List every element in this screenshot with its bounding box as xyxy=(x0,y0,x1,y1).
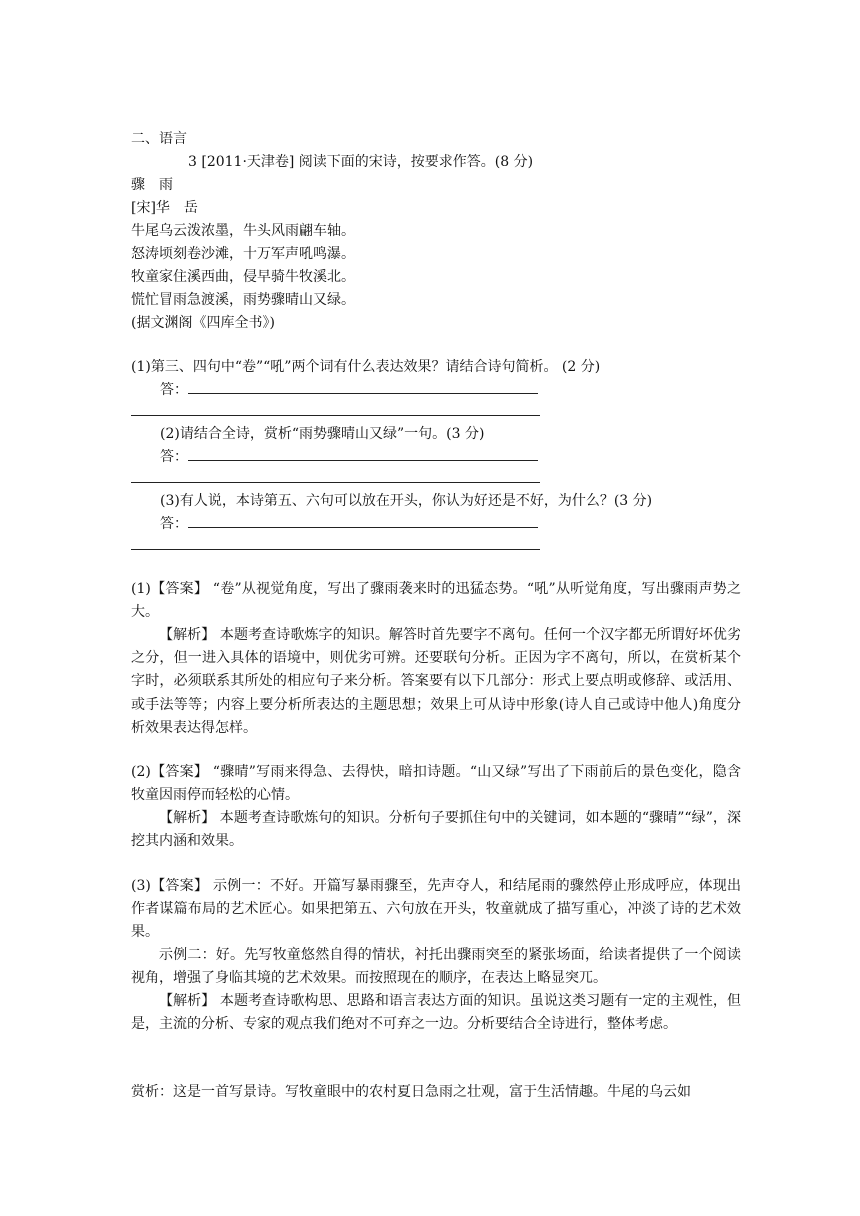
answer-1: (1)【答案】 “卷”从视觉角度，写出了骤雨袭来时的迅猛态势。“吼”从听觉角度，写出骤雨声势之大。 xyxy=(131,581,741,621)
answer-label: 答： xyxy=(160,449,188,465)
question-1: (1)第三、四句中“卷”“吼”两个词有什么表达效果？请结合诗句简析。 (2 分) xyxy=(131,359,601,375)
poem-line: 怒涛顷刻卷沙滩，十万军声吼鸣瀑。 xyxy=(131,246,355,262)
answer-blank[interactable] xyxy=(188,447,538,461)
answer-1-analysis: 【解析】 本题考查诗歌炼字的知识。解答时首先要字不离句。任何一个汉字都无所谓好坏优劣之分，但一进入具体的语境中，则优劣可辨。还要联句分析。正因为字不离句，所以，在赏析某个字时，必须联系其所处的相应句子来分析。答案要有以下几部分：形式上要点明或修辞、或活用、或手法等等；内容上要分析所表达的主题思想；效果上可从诗中形象(诗人自己或诗中他人)角度分析效果表达得怎样。 xyxy=(131,627,741,736)
section-heading: 二、语言 xyxy=(131,131,187,147)
answer-blank[interactable] xyxy=(188,380,538,394)
answer-blank-line[interactable] xyxy=(131,415,540,416)
poem-title: 骤 雨 xyxy=(131,177,173,193)
answer-2-analysis: 【解析】 本题考查诗歌炼句的知识。分析句子要抓住句中的关键词，如本题的“骤晴”“绿”，深挖其内涵和效果。 xyxy=(131,810,741,850)
poem-source: (据文渊阁《四库全书》) xyxy=(131,315,275,331)
question-3: (3)有人说，本诗第五、六句可以放在开头，你认为好还是不好，为什么？(3 分) xyxy=(160,493,653,509)
poem-line: 牧童家住溪西曲，侵早骑牛牧溪北。 xyxy=(131,269,355,285)
answer-blank[interactable] xyxy=(188,514,538,528)
question-intro: 3 [2011·天津卷] 阅读下面的宋诗，按要求作答。(8 分) xyxy=(188,154,534,170)
question-2: (2)请结合全诗，赏析“雨势骤晴山又绿”一句。(3 分) xyxy=(160,426,485,442)
poem-line: 牛尾乌云泼浓墨，牛头风雨翩车轴。 xyxy=(131,223,355,239)
answer-blank-line[interactable] xyxy=(131,549,540,550)
poem-line: 慌忙冒雨急渡溪，雨势骤晴山又绿。 xyxy=(131,292,355,308)
answer-3: (3)【答案】 示例一：不好。开篇写暴雨骤至，先声夺人，和结尾雨的骤然停止形成呼应，体现出作者谋篇布局的艺术匠心。如果把第五、六句放在开头，牧童就成了描写重心，冲淡了诗的艺术效果。 xyxy=(131,878,741,941)
answer-3-example-2: 示例二：好。先写牧童悠然自得的情状，衬托出骤雨突至的紧张场面，给读者提供了一个阅读视角，增强了身临其境的艺术效果。而按照现在的顺序，在表达上略显突兀。 xyxy=(131,947,741,987)
answer-label: 答： xyxy=(160,382,188,398)
answer-row-1 xyxy=(160,380,538,400)
answer-label: 答： xyxy=(160,516,188,532)
answer-2: (2)【答案】 “骤晴”写雨来得急、去得快，暗扣诗题。“山又绿”写出了下雨前后的景色变化，隐含牧童因雨停而轻松的心情。 xyxy=(131,764,741,804)
answer-row-2 xyxy=(160,447,538,467)
answer-3-analysis: 【解析】 本题考查诗歌构思、思路和语言表达方面的知识。虽说这类习题有一定的主观性，但是，主流的分析、专家的观点我们绝对不可弃之一边。分析要结合全诗进行，整体考虑。 xyxy=(131,993,741,1033)
poem-author: [宋]华 岳 xyxy=(131,200,198,216)
answer-blank-line[interactable] xyxy=(131,482,540,483)
answer-row-3 xyxy=(160,514,538,534)
appreciation-text: 赏析：这是一首写景诗。写牧童眼中的农村夏日急雨之壮观，富于生活情趣。牛尾的乌云如 xyxy=(131,1084,691,1100)
